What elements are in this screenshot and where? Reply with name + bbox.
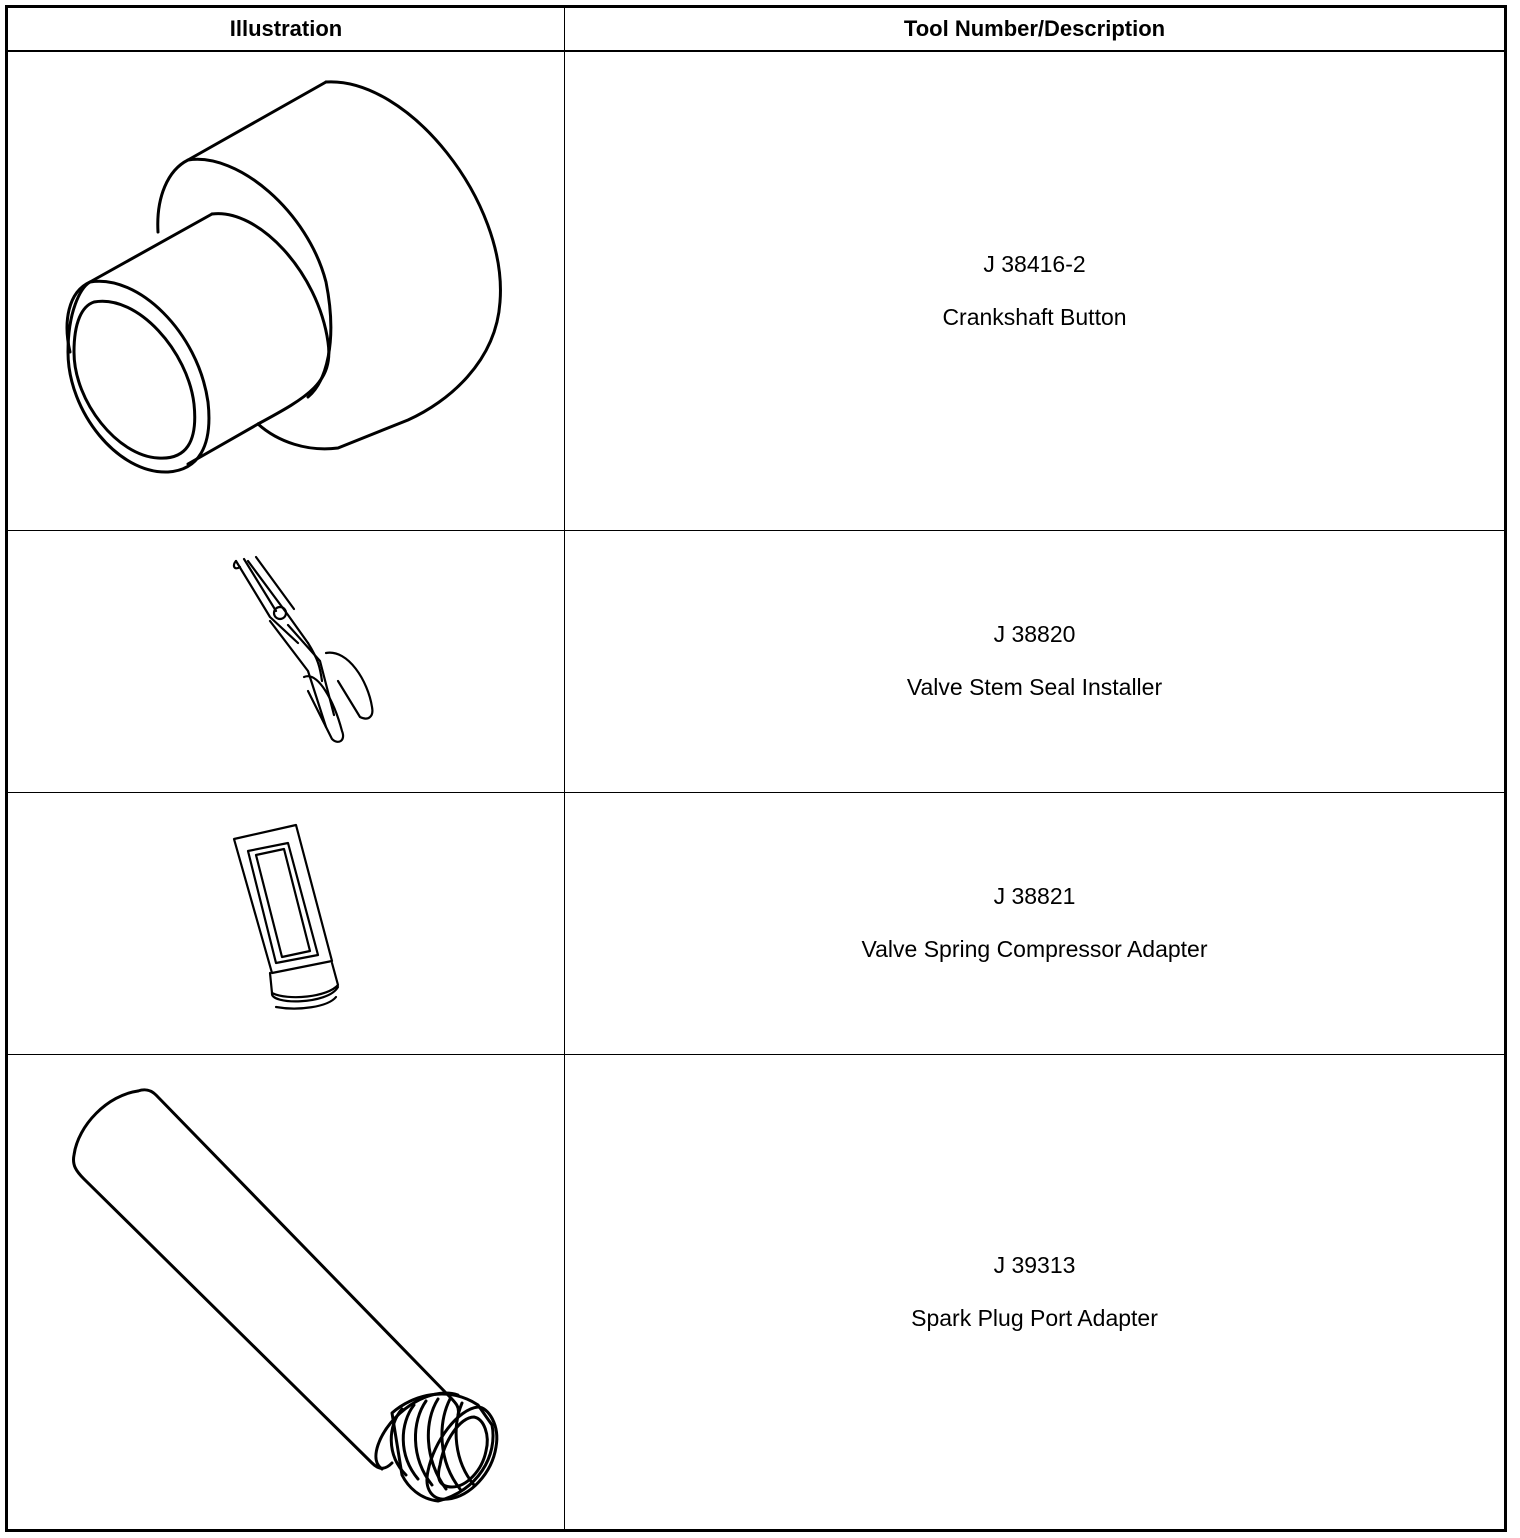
table-row <box>7 1054 1506 1531</box>
table-row <box>7 792 1506 1054</box>
description-cell <box>565 792 1506 1054</box>
table-row <box>7 51 1506 530</box>
tool-number: J 38820 <box>993 621 1076 647</box>
pliers-installer-icon <box>8 531 566 793</box>
header-tool-description: Tool Number/Description <box>565 7 1506 52</box>
tool-description: Crankshaft Button <box>942 303 1127 330</box>
tool-description: Spark Plug Port Adapter <box>911 1304 1158 1331</box>
header-illustration: Illustration <box>7 7 565 52</box>
illustration-cell <box>7 792 565 1054</box>
tool-number: J 39313 <box>993 1251 1076 1278</box>
tools-table <box>5 5 1507 1532</box>
tool-number: J 38416-2 <box>983 250 1086 277</box>
description-cell <box>565 530 1506 792</box>
tool-number: J 38821 <box>993 883 1076 909</box>
illustration-cell <box>7 1054 565 1531</box>
port-adapter-icon <box>8 1055 566 1535</box>
header-row <box>7 7 1506 52</box>
tool-description: Valve Stem Seal Installer <box>906 674 1163 700</box>
crankshaft-button-icon <box>8 52 566 531</box>
table-row <box>7 530 1506 792</box>
illustration-cell <box>7 51 565 530</box>
illustration-cell <box>7 530 565 792</box>
compressor-adapter-icon <box>8 793 566 1055</box>
description-cell <box>565 1054 1506 1531</box>
description-cell <box>565 51 1506 530</box>
tool-description: Valve Spring Compressor Adapter <box>861 936 1208 962</box>
